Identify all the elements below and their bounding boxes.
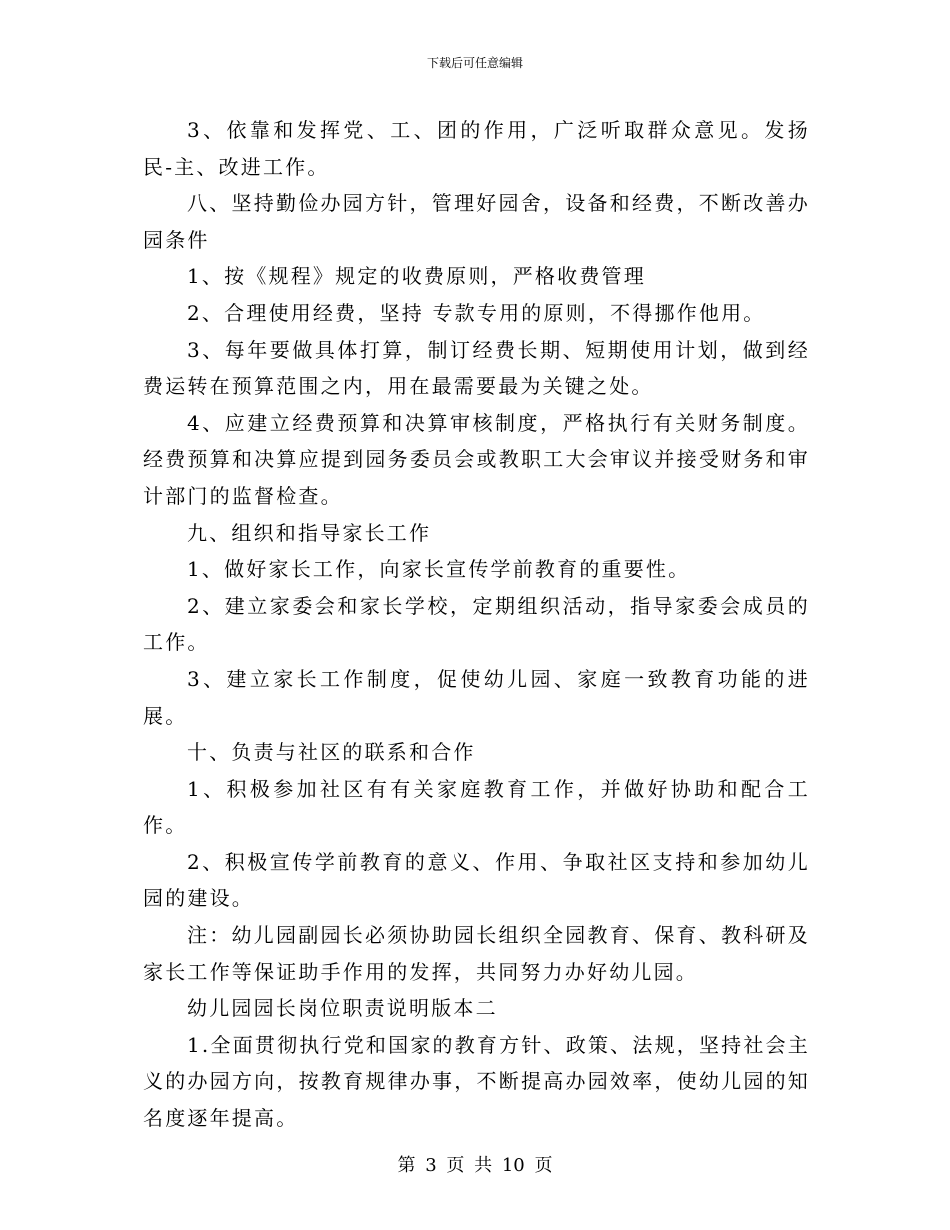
section-heading: 九、组织和指导家长工作 [187, 520, 432, 545]
paragraph: 1、按《规程》规定的收费原则，严格收费管理 [187, 264, 646, 289]
document-body [143, 112, 810, 1137]
paragraph: 3、依靠和发挥党、工、团的作用，广泛听取群众意见。发扬民-主、改进工作。 [143, 118, 810, 179]
paragraph: 3、建立家长工作制度，促使幼儿园、家庭一致教育功能的进展。 [143, 666, 810, 728]
paragraph: 2、合理使用经费，坚持 专款专用的原则，不得挪作他用。 [187, 300, 766, 325]
paragraph: 4、应建立经费预算和决算审核制度，严格执行有关财务制度。经费预算和决算应提到园务委员会或教职工大会审议并接受财务和审计部门的监督检查。 [143, 410, 810, 508]
section-heading: 八、坚持勤俭办园方针，管理好园舍，设备和经费，不断改善办园条件 [143, 191, 810, 252]
paragraph: 1、做好家长工作，向家长宣传学前教育的重要性。 [187, 557, 691, 582]
note-paragraph: 注：幼儿园副园长必须协助园长组织全园教育、保育、教科研及家长工作等保证助手作用的发挥，共同努力办好幼儿园。 [143, 923, 810, 984]
paragraph: 3、每年要做具体打算，制订经费长期、短期使用计划，做到经费运转在预算范围之内，用在最需要最为关键之处。 [143, 337, 810, 399]
paragraph: 2、积极宣传学前教育的意义、作用、争取社区支持和参加幼儿园的建设。 [143, 849, 810, 911]
section-heading: 十、负责与社区的联系和合作 [187, 740, 476, 765]
paragraph: 1、积极参加社区有有关家庭教育工作，并做好协助和配合工作。 [143, 776, 810, 838]
page-footer: 第 3 页 共 10 页 [397, 1155, 553, 1176]
paragraph: 2、建立家委会和家长学校，定期组织活动，指导家委会成员的工作。 [143, 593, 810, 655]
section-title: 幼儿园园长岗位职责说明版本二 [187, 996, 498, 1021]
page-header: 下载后可任意编辑 [426, 56, 523, 70]
paragraph: 1.全面贯彻执行党和国家的教育方针、政策、法规，坚持社会主义的办园方向，按教育规律办事，不断提高办园效率，使幼儿园的知名度逐年提高。 [143, 1032, 810, 1131]
